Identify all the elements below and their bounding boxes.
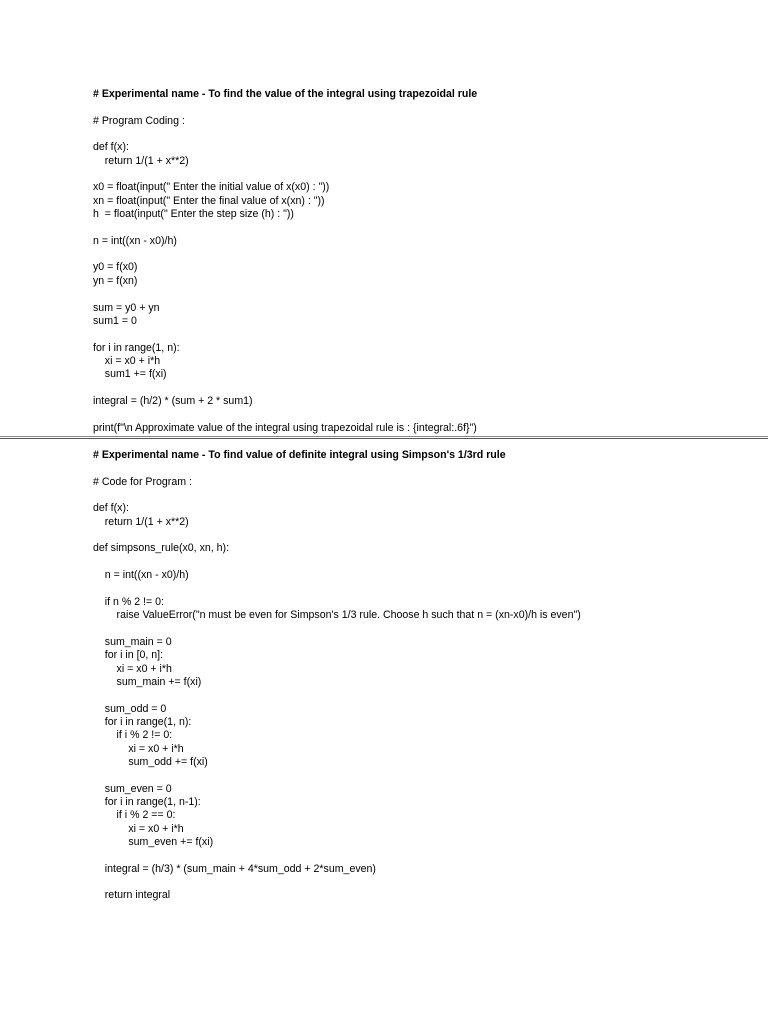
code-line: if n % 2 != 0: <box>93 595 164 608</box>
code-line: sum_main += f(xi) <box>93 675 202 688</box>
code-line: sum1 += f(xi) <box>93 368 167 381</box>
blank-line <box>93 288 753 301</box>
code-line: return 1/(1 + x**2) <box>93 515 189 528</box>
blank-line <box>93 382 753 395</box>
blank-line <box>93 689 753 702</box>
blank-line <box>93 769 753 782</box>
blank-line <box>93 489 753 502</box>
code-line: for i in range(1, n): <box>93 715 192 728</box>
code-line: h = float(input(" Enter the step size (h) : ")) <box>93 208 294 221</box>
code-comment-heading: # Program Coding : <box>93 114 185 127</box>
blank-line <box>93 221 753 234</box>
code-line: def f(x): <box>93 141 129 154</box>
blank-line <box>93 582 753 595</box>
code-line: sum = y0 + yn <box>93 301 160 314</box>
code-line: xn = float(input(" Enter the final value of x(xn) : ")) <box>93 194 325 207</box>
code-line: xi = x0 + i*h <box>93 822 184 835</box>
experiment-title: # Experimental name - To find value of definite integral using Simpson's 1/3rd rule <box>93 449 506 461</box>
experiment-title: # Experimental name - To find the value of the integral using trapezoidal rule <box>93 88 478 100</box>
code-line: x0 = float(input(" Enter the initial value of x(x0) : ")) <box>93 181 330 194</box>
code-line: for i in range(1, n): <box>93 341 180 354</box>
code-line: sum_odd += f(xi) <box>93 755 208 768</box>
code-line: xi = x0 + i*h <box>93 354 161 367</box>
code-line: sum_odd = 0 <box>93 702 167 715</box>
code-line: if i % 2 != 0: <box>93 729 173 742</box>
code-line: print(f"\n Approximate value of the integral using trapezoidal rule is : {integral:.6f}") <box>93 421 477 434</box>
code-line: sum_even += f(xi) <box>93 835 214 848</box>
blank-line <box>93 556 753 569</box>
blank-line <box>93 876 753 889</box>
code-line: integral = (h/3) * (sum_main + 4*sum_odd + 2*sum_even) <box>93 862 376 875</box>
code-line: n = int((xn - x0)/h) <box>93 569 189 582</box>
blank-line <box>93 849 753 862</box>
code-line: return integral <box>93 889 171 902</box>
code-line: for i in range(1, n-1): <box>93 795 201 808</box>
code-line: def simpsons_rule(x0, xn, h): <box>93 542 230 555</box>
blank-line <box>93 101 753 114</box>
blank-line <box>93 622 753 635</box>
code-line: sum_main = 0 <box>93 635 172 648</box>
code-line: xi = x0 + i*h <box>93 742 184 755</box>
code-line: xi = x0 + i*h <box>93 662 172 675</box>
code-line: def f(x): <box>93 502 129 515</box>
code-line: n = int((xn - x0)/h) <box>93 234 177 247</box>
code-comment-heading: # Code for Program : <box>93 475 192 488</box>
code-line: if i % 2 == 0: <box>93 809 176 822</box>
code-line: y0 = f(x0) <box>93 261 138 274</box>
code-line: yn = f(xn) <box>93 274 138 287</box>
blank-line <box>93 328 753 341</box>
simpson-code-section <box>93 449 753 903</box>
section-divider <box>0 438 768 439</box>
code-line: sum1 = 0 <box>93 314 137 327</box>
trapezoidal-code-section <box>93 88 753 435</box>
code-line: return 1/(1 + x**2) <box>93 154 189 167</box>
code-line: sum_even = 0 <box>93 782 172 795</box>
code-line: integral = (h/2) * (sum + 2 * sum1) <box>93 394 253 407</box>
blank-line <box>93 462 753 475</box>
blank-line <box>93 168 753 181</box>
code-line: for i in [0, n]: <box>93 649 164 662</box>
blank-line <box>93 529 753 542</box>
code-line: raise ValueError("n must be even for Simpson's 1/3 rule. Choose h such that n = (xn-x0)/h is even") <box>93 609 581 622</box>
blank-line <box>93 248 753 261</box>
blank-line <box>93 408 753 421</box>
blank-line <box>93 128 753 141</box>
